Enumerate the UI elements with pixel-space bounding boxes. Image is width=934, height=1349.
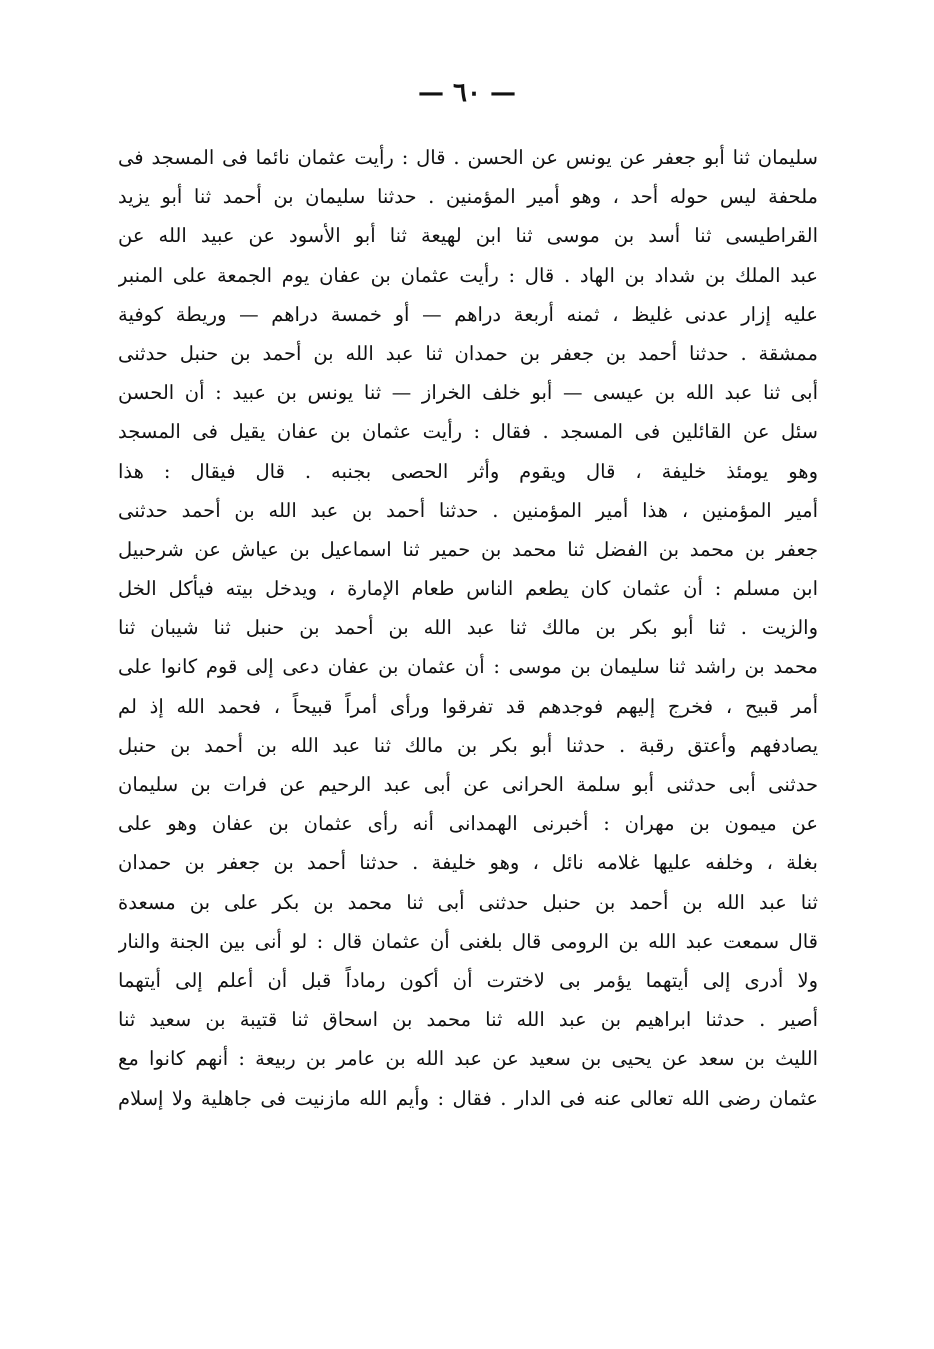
text-line-25: عثمان رضى الله تعالى عنه فى الدار . فقال : وأيم الله مازنيت فى جاهلية ولا إسلام bbox=[118, 1086, 818, 1110]
body-text bbox=[118, 138, 818, 1118]
text-line-16: يصادفهم وأعتق رقبة . حدثنا أبو بكر بن مالك ثنا عبد الله بن أحمد بن حنبل bbox=[118, 733, 818, 757]
text-line-2: ملحفة ليس حوله أحد ، وهو أمير المؤمنين . حدثنا سليمان بن أحمد ثنا أبو يزيد bbox=[118, 185, 818, 209]
text-line-12: ابن مسلم : أن عثمان كان يطعم الناس طعام الإمارة ، ويدخل بيته فيأكل الخل bbox=[118, 577, 818, 601]
text-line-18: عن ميمون بن مهران : أخبرنى الهمدانى أنه رأى عثمان بن عفان وهو على bbox=[118, 812, 818, 836]
text-line-9: وهو يومئذ خليفة ، قال ويقوم وأثر الحصى بجنبه . قال فيقال : هذا bbox=[118, 459, 818, 483]
text-line-5: عليه إزار عدنى غليظ ، ثمنه أربعة دراهم — أو خمسة دراهم — وريطة كوفية bbox=[118, 302, 818, 326]
text-line-21: قال سمعت عبد الله بن الرومى قال بلغنى أن عثمان قال : لو أنى بين الجنة والنار bbox=[118, 929, 818, 953]
text-line-24: الليث بن سعد عن يحيى بن سعيد عن عبد الله بن عامر بن ربيعة : أنهم كانوا مع bbox=[118, 1047, 818, 1071]
text-line-19: بغلة ، وخلفه عليها غلامه نائل ، وهو خليفة . حدثنا أحمد بن جعفر بن حمدان bbox=[118, 851, 818, 875]
text-line-1: سليمان ثنا أبو جعفر عن يونس عن الحسن . قال : رأيت عثمان نائما فى المسجد فى bbox=[118, 146, 818, 169]
text-line-14: محمد بن راشد ثنا سليمان بن موسى : أن عثمان بن عفان دعى إلى قوم كانوا على bbox=[118, 655, 818, 679]
text-line-15: أمر قبيح ، فخرج إليهم فوجدهم قد تفرقوا ورأى أمراً قبيحاً ، فحمد الله إذ لم bbox=[118, 694, 818, 718]
page-number: — ٦٠ — bbox=[417, 78, 517, 108]
text-line-4: عبد الملك بن شداد بن الهاد . قال : رأيت عثمان بن عفان يوم الجمعة على المنبر bbox=[118, 263, 818, 287]
text-line-7: أبى ثنا عبد الله بن عيسى — أبو خلف الخراز — ثنا يونس بن عبيد : أن الحسن bbox=[118, 381, 818, 405]
text-line-22: ولا أدرى إلى أيتهما يؤمر بى لاخترت أن أكون رماداً قبل أن أعلم إلى أيتهما bbox=[118, 968, 818, 992]
text-line-3: القراطيسى ثنا أسد بن موسى ثنا ابن لهيعة ثنا أبو الأسود عن عبيد الله عن bbox=[118, 224, 818, 248]
text-line-11: جعفر بن محمد بن الفضل ثنا محمد بن حمير ثنا اسماعيل بن عياش عن شرحبيل bbox=[118, 537, 818, 561]
text-line-10: أمير المؤمنين ، هذا أمير المؤمنين . حدثنا أحمد بن عبد الله بن أحمد حدثنى bbox=[118, 498, 818, 522]
text-line-23: أصير . حدثنا ابراهيم بن عبد الله ثنا محمد بن اسحاق ثنا قتيبة بن سعيد ثنا bbox=[118, 1008, 818, 1032]
text-line-8: سئل عن القائلين فى المسجد . فقال : رأيت عثمان بن عفان يقيل فى المسجد bbox=[118, 420, 818, 444]
text-line-20: ثنا عبد الله بن أحمد بن حنبل حدثنى أبى ثنا محمد بن بكر على بن مسعدة bbox=[118, 890, 818, 914]
text-line-6: ممشقة . حدثنا أحمد بن جعفر بن حمدان ثنا عبد الله بن أحمد بن حنبل حدثنى bbox=[118, 341, 818, 365]
text-line-13: والزيت . ثنا أبو بكر بن مالك ثنا عبد الله بن أحمد بن حنبل ثنا شيبان ثنا bbox=[118, 616, 818, 640]
text-line-17: حدثنى أبى حدثنى أبو سلمة الحرانى عن أبى عبد الرحيم عن فرات بن سليمان bbox=[118, 773, 818, 796]
